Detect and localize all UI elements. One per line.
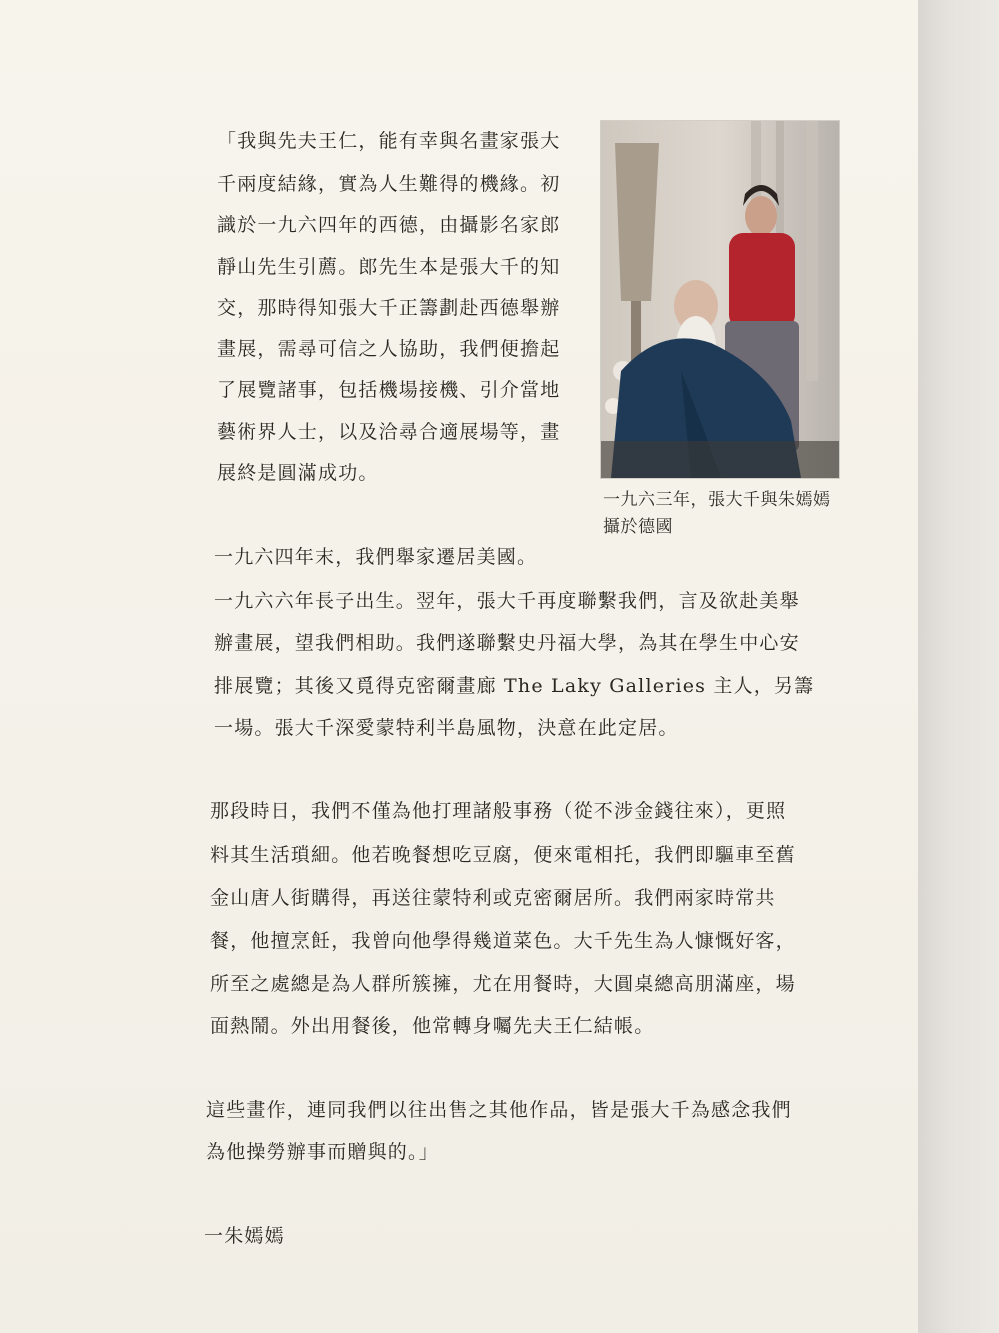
paragraph3-line: 料其生活瑣細。他若晚餐想吃豆腐，便來電相托，我們即驅車至舊	[210, 844, 796, 866]
paragraph2-line: 一九六六年長子出生。翌年，張大千再度聯繫我們，言及欲赴美舉	[214, 590, 800, 612]
paragraph1-line: 交，那時得知張大千正籌劃赴西德舉辦	[217, 297, 561, 319]
photo-image	[601, 121, 839, 478]
paragraph1-line: 了展覽諸事，包括機場接機、引介當地	[217, 379, 561, 401]
paragraph2-line: 一九六四年末，我們舉家遷居美國。	[214, 546, 538, 568]
paragraph1-line: 「我與先夫王仁，能有幸與名畫家張大	[217, 130, 561, 152]
paragraph3-line: 金山唐人街購得，再送往蒙特利或克密爾居所。我們兩家時常共	[210, 887, 776, 909]
paragraph1-line: 展終是圓滿成功。	[217, 462, 379, 484]
historical-photograph	[601, 121, 839, 478]
paragraph1-line: 畫展，需尋可信之人協助，我們便擔起	[217, 338, 561, 360]
paragraph2-line: 排展覽；其後又覓得克密爾畫廊 The Laky Galleries 主人，另籌	[214, 675, 815, 697]
signature: 一朱嫣嫣	[204, 1225, 285, 1247]
photo-caption-line: 一九六三年，張大千與朱嫣嫣	[603, 490, 831, 510]
paragraph1-line: 靜山先生引薦。郎先生本是張大千的知	[217, 256, 561, 278]
paragraph1-line: 識於一九六四年的西德，由攝影名家郎	[217, 214, 561, 236]
paragraph1-line: 藝術界人士，以及洽尋合適展場等，畫	[217, 421, 561, 443]
paragraph3-line: 餐，他擅烹飪，我曾向他學得幾道菜色。大千先生為人慷慨好客，	[210, 930, 796, 952]
paragraph4-line: 為他操勞辦事而贈與的。」	[206, 1141, 439, 1163]
paragraph4-line: 這些畫作，連同我們以往出售之其他作品，皆是張大千為感念我們	[206, 1099, 792, 1121]
paragraph1-line: 千兩度結緣，實為人生難得的機緣。初	[217, 173, 561, 195]
paragraph2-line: 一場。張大千深愛蒙特利半島風物，決意在此定居。	[214, 717, 679, 739]
paragraph2-line: 辦畫展，望我們相助。我們遂聯繫史丹福大學，為其在學生中心安	[214, 632, 800, 654]
paragraph3-line: 所至之處總是為人群所簇擁，尤在用餐時，大圓桌總高朋滿座，場	[210, 973, 796, 995]
photo-caption-line: 攝於德國	[603, 517, 673, 537]
panel-edge-shadow	[918, 0, 999, 1333]
paragraph3-line: 面熱鬧。外出用餐後，他常轉身囑先夫王仁結帳。	[210, 1015, 655, 1037]
paragraph3-line: 那段時日，我們不僅為他打理諸般事務（從不涉金錢往來），更照	[210, 800, 787, 822]
